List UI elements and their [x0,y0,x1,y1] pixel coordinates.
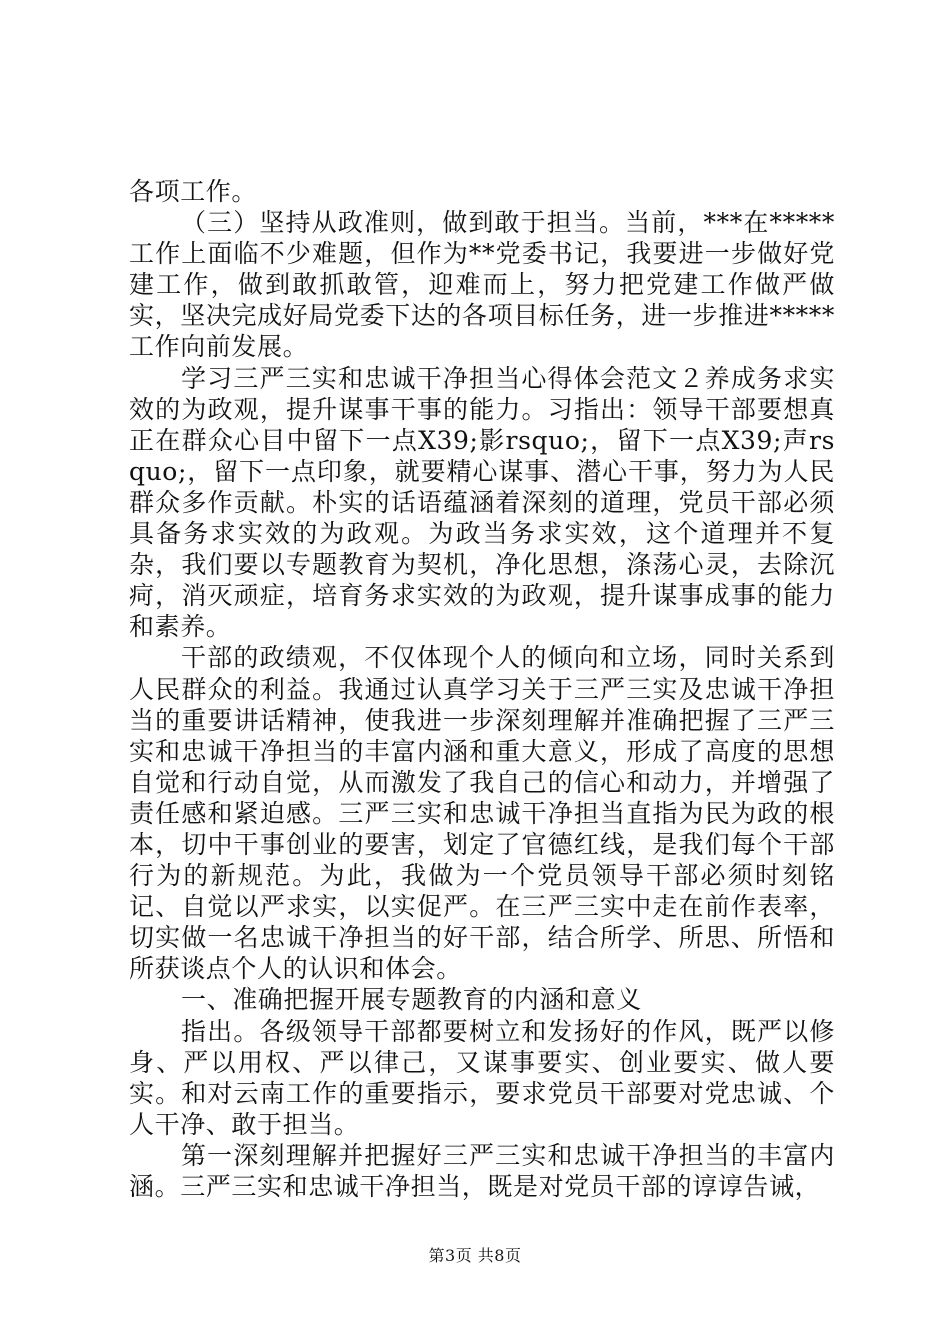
section-heading: 一、准确把握开展专题教育的内涵和意义 [181,985,642,1015]
paragraph: 干部的政绩观，不仅体现个人的倾向和立场，同时关系到人民群众的利益。我通过认真学习关于三严三实及忠诚干净担当的重要讲话精神，使我进一步深刻理解并准确把握了三严三实和忠诚干净担当的丰富内涵和重大意义，形成了高度的思想自觉和行动自觉，从而激发了我自己的信心和动力，并增强了责任感和紧迫感。三严三实和忠诚干净担当直指为民为政的根本，切中干事创业的要害，划定了官德红线，是我们每个干部行为的新规范。为此，我做为一个党员领导干部必须时刻铭记、自觉以严求实，以实促严。在三严三实中走在前作表率，切实做一名忠诚干净担当的好干部，结合所学、所思、所悟和所获谈点个人的认识和体会。 [129,643,835,984]
page-number-footer: 第3页 共8页 [428,1246,522,1265]
document-body [129,176,835,1202]
paragraph: 指出。各级领导干部都要树立和发扬好的作风，既严以修身、严以用权、严以律己，又谋事要实、创业要实、做人要实。和对云南工作的重要指示，要求党员干部要对党忠诚、个人干净、敢于担当。 [129,1016,835,1139]
paragraph: 第一深刻理解并把握好三严三实和忠诚干净担当的丰富内涵。三严三实和忠诚干净担当，既是对党员干部的谆谆告诫， [129,1140,835,1201]
paragraph: 学习三严三实和忠诚干净担当心得体会范文２养成务求实效的为政观，提升谋事干事的能力。习指出：领导干部要想真正在群众心目中留下一点X39;影rsquo;，留下一点X39;声rsquo;，留下一点印象，就要精心谋事、潜心干事，努力为人民群众多作贡献。朴实的话语蕴涵着深刻的道理，党员干部必须具备务求实效的为政观。为政当务求实效，这个道理并不复杂，我们要以专题教育为契机，净化思想，涤荡心灵，去除沉疴，消灭顽症，培育务求实效的为政观，提升谋事成事的能力和素养。 [129,363,835,642]
paragraph: （三）坚持从政准则，做到敢于担当。当前，***在*****工作上面临不少难题，但作为**党委书记，我要进一步做好党建工作，做到敢抓敢管，迎难而上，努力把党建工作做严做实，坚决完成好局党委下达的各项目标任务，进一步推进*****工作向前发展。 [129,208,835,362]
paragraph: 各项工作。 [129,177,258,206]
